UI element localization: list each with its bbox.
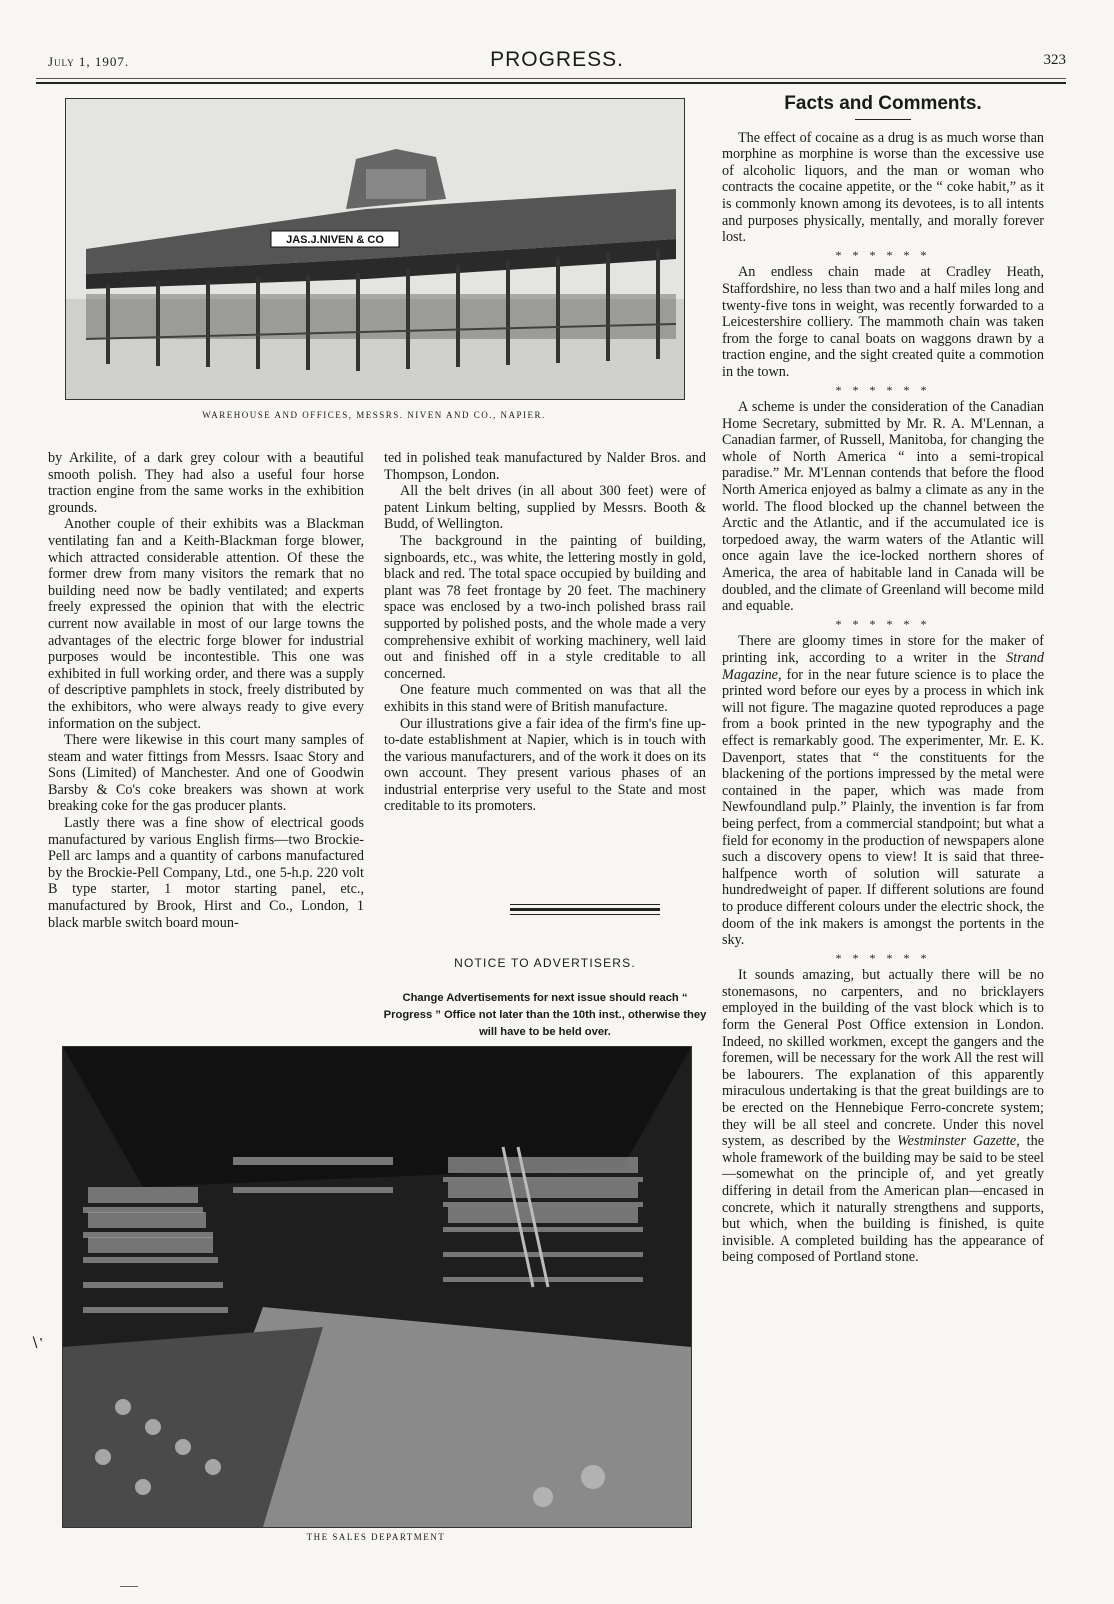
notice-divider (510, 904, 660, 905)
column-1 (48, 450, 364, 931)
sales-caption: THE SALES DEPARTMENT (306, 1532, 446, 1542)
page-number: 323 (1043, 52, 1066, 68)
paragraph: There are gloomy times in store for the maker of printing ink, according to a writer in the Strand Magazine, for in the near future science is to place the printed word before our eyes by a process in which ink will not figure. The magazine quoted reproduces a page from a book printed in the new typography and the effect is remarkably good. The experimenter, Mr. E. K. Davenport, states that “ the constituents for the blackening of the portions impressed by the metal were contained in the paper, which was made from Newfoundland pulp.” Plainly, the invention is far from being perfect, from a commercial standpoint; but what a field for economy in the production of newspapers alone such a discovery opens to view! It is said that three-halfpence worth of solution will saturate a hundredweight of paper. If different solutions are found to produce different colours under the electric shock, the doom of the ink makers is amongst the portents in the sky. (722, 633, 1044, 949)
section-separator: * * * * * * (835, 950, 931, 965)
sales-department-illustration (63, 1047, 691, 1527)
paragraph: The effect of cocaine as a drug is as much worse than morphine as morphine is worse than the excessive use of alcoholic liquors, and the man or woman who contracts the cocaine appetite, or the “ coke habit,” as it is commonly known among its devotees, is to all intents and purposes physically, mentally, and morally forever lost. (722, 129, 1044, 246)
notice-title: NOTICE TO ADVERTISERS. (454, 956, 636, 970)
paragraph: The background in the painting of building, signboards, etc., was white, the lettering mostly in gold, black and red. The total space occupied by building and plant was 78 feet frontage by 20 feet. The machinery space was enclosed by a two-inch polished brass rail supported by polished posts, and the whole made a very comprehensive exhibit of working machinery, well laid out and finished off in a style creditable to all concerned. (384, 532, 706, 682)
margin-mark: ∖‛ (30, 1336, 44, 1351)
paragraph: A scheme is under the consideration of the Canadian Home Secretary, submitted by Mr. R. A. M'Lennan, a Canadian farmer, of Russell, Manitoba, for changing the whole of North America “ into a semi-tropical paradise.” Mr. M'Lennan contends that before the flood North America enjoyed as balmy a climate as any in the world. The flood blocked up the channel between the Arctic and the Atlantic, and if the accumulated ice is torpedoed away, the warm waters of the Atlantic will once again lave the ice-locked northern shores of America, the area of habitable land in Canada will be doubled, and the climate of Greenland will become mild and equable. (722, 399, 1044, 615)
header-rule-thick (36, 82, 1066, 84)
paragraph: by Arkilite, of a dark grey colour with a beautiful smooth polish. They had also a useful four horse traction engine from the same works in the exhibition grounds. (48, 450, 364, 516)
section-title: Facts and Comments. (784, 93, 982, 114)
paragraph: Our illustrations give a fair idea of the firm's fine up-to-date establishment at Napier, which is in touch with the various manufacturers, and of the work it does on its own account. They present various phases of an industrial enterprise very useful to the State and most creditable to its promoters. (384, 715, 706, 815)
paragraph: An endless chain made at Cradley Heath, Staffordshire, no less than two and a half miles long and twenty-five tons in weight, was recently forwarded to a Leicestershire colliery. The mammoth chain was taken from the forge to canal boats on waggons drawn by a traction engine, and the sight created quite a commotion in the town. (722, 264, 1044, 380)
magazine-title: Strand Magazine (722, 650, 1044, 683)
warehouse-caption: WAREHOUSE AND OFFICES, MESSRS. NIVEN AND CO., NAPIER. (202, 410, 546, 420)
paragraph: There were likewise in this court many samples of steam and water fittings from Messrs. Isaac Story and Sons (Limited) of Manchester. And one of Goodwin Barsby & Co's coke breakers was shown at work breaking coke for the gas producer plants. (48, 732, 364, 815)
section-separator: * * * * * * (835, 247, 931, 262)
shop-sign: JAS.J.NIVEN & CO (286, 234, 384, 246)
sales-department-photo (62, 1046, 692, 1528)
column-2 (384, 450, 706, 815)
page-header (48, 48, 1066, 76)
title-rule (855, 119, 911, 120)
paragraph: Lastly there was a fine show of electrical goods manufactured by various English firms—two Brockie-Pell arc lamps and a quantity of carbons manufactured by the Brockie-Pell Company, Ltd., one 5-h.p. 220 volt B type starter, 1 motor starting panel, etc., manufactured by Brook, Hirst and Co., London, 1 black marble switch board moun- (48, 815, 364, 931)
publication-title: PROGRESS. (490, 48, 624, 71)
warehouse-photo (65, 98, 685, 400)
notice-divider (510, 914, 660, 915)
issue-date: July 1, 1907. (48, 54, 130, 69)
section-separator: * * * * * * (835, 382, 931, 397)
paragraph: All the belt drives (in all about 300 feet) were of patent Linkum belting, supplied by Messrs. Booth & Budd, of Wellington. (384, 483, 706, 533)
footer-mark (120, 1586, 138, 1587)
paragraph: ted in polished teak manufactured by Nalder Bros. and Thompson, London. (384, 450, 706, 483)
paragraph: Another couple of their exhibits was a Blackman ventilating fan and a Keith-Blackman forge blower, which attracted considerable attention. Of these the former drew from many visitors the remark that no building need now be badly ventilated; and experts freely expressed the opinion that with the electric current now available in most of our large towns the advantages of the electric forge blower for industrial purposes would be incontestible. This one was exhibited in full working order, and there was a supply of descriptive pamphlets in stock, freely distributed by the exhibitors, who were always ready to give every information on the subject. (48, 516, 364, 732)
notice-text: Change Advertisements for next issue should reach “ Progress ” Office not later than the 10th inst., otherwise they will have to be held over. (383, 992, 707, 1038)
notice-divider (510, 908, 660, 911)
section-separator: * * * * * * (835, 616, 931, 631)
facts-and-comments-column (722, 93, 1044, 1266)
paragraph: It sounds amazing, but actually there will be no stonemasons, no carpenters, and no bricklayers employed in the building of the vast block which is to form the General Post Office extension in London. Indeed, no skilled workmen, except the gangers and the foremen, will be necessary for the work All the rest will be labourers. The explanation of this apparently miraculous undertaking is that the great buildings are to be erected on the Hennebique Ferro-concrete system; they will be all steel and concrete. Under this novel system, as described by the Westminster Gazette, the whole framework of the building may be said to be steel—somewhat on the principle of, and yet greatly differing in detail from the American plan—encased in concrete, which it naturally strengthens and supports, but which, when the building is finished, is quite invisible. A completed building has the appearance of being composed of Portland stone. (722, 967, 1044, 1266)
paragraph: One feature much commented on was that all the exhibits in this stand were of British manufacture. (384, 682, 706, 715)
warehouse-illustration (66, 99, 684, 399)
header-rule (36, 78, 1066, 79)
magazine-title: Westminster Gazette (897, 1133, 1017, 1150)
